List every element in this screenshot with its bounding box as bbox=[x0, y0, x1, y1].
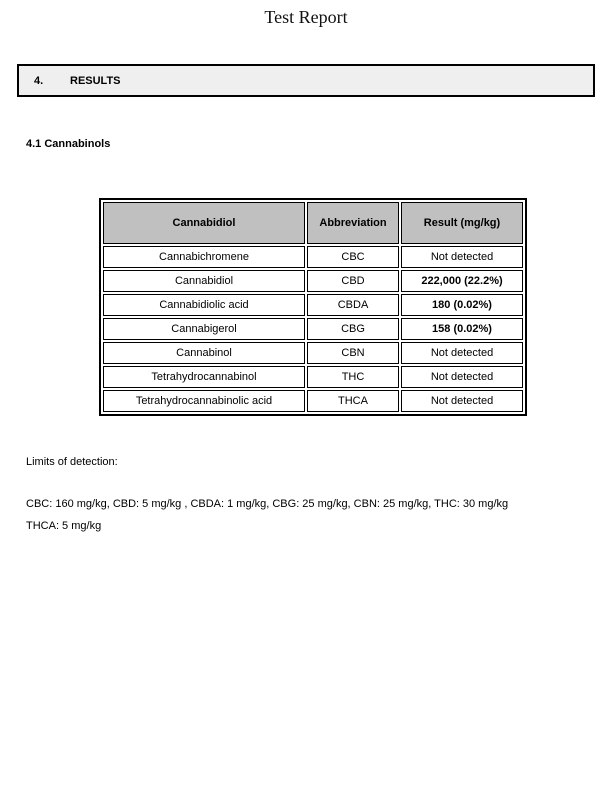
table-cell-abbreviation: CBN bbox=[307, 342, 399, 364]
table-cell-abbreviation: THCA bbox=[307, 390, 399, 412]
table-cell-result: Not detected bbox=[401, 342, 523, 364]
table-cell-abbreviation: CBC bbox=[307, 246, 399, 268]
table-header-cell: Abbreviation bbox=[307, 202, 399, 244]
limits-of-detection-label: Limits of detection: bbox=[26, 456, 118, 468]
table-row bbox=[103, 390, 523, 412]
table-header-cell: Result (mg/kg) bbox=[401, 202, 523, 244]
table-row bbox=[103, 366, 523, 388]
table-header-row bbox=[103, 202, 523, 244]
table-header-cell: Cannabidiol bbox=[103, 202, 305, 244]
results-table bbox=[99, 198, 527, 416]
table-row bbox=[103, 342, 523, 364]
limits-of-detection-values bbox=[26, 493, 586, 537]
table-cell-compound: Cannabidiol bbox=[103, 270, 305, 292]
table-row bbox=[103, 318, 523, 340]
limits-line-2: THCA: 5 mg/kg bbox=[26, 520, 102, 532]
table-cell-compound: Cannabigerol bbox=[103, 318, 305, 340]
table-cell-abbreviation: CBG bbox=[307, 318, 399, 340]
section-header bbox=[17, 64, 595, 97]
section-title: RESULTS bbox=[70, 74, 121, 87]
table-cell-result: 222,000 (22.2%) bbox=[401, 270, 523, 292]
limits-line-1: CBC: 160 mg/kg, CBD: 5 mg/kg , CBDA: 1 mg/kg, CBG: 25 mg/kg, CBN: 25 mg/kg, THC: 30 mg/kg bbox=[26, 498, 509, 510]
subsection-title: 4.1 Cannabinols bbox=[26, 138, 111, 150]
table-cell-abbreviation: CBDA bbox=[307, 294, 399, 316]
table-cell-result: 180 (0.02%) bbox=[401, 294, 523, 316]
table-cell-abbreviation: CBD bbox=[307, 270, 399, 292]
page-title: Test Report bbox=[264, 7, 348, 27]
table-cell-result: 158 (0.02%) bbox=[401, 318, 523, 340]
table-row bbox=[103, 246, 523, 268]
table-cell-compound: Cannabichromene bbox=[103, 246, 305, 268]
table-cell-result: Not detected bbox=[401, 390, 523, 412]
table-cell-abbreviation: THC bbox=[307, 366, 399, 388]
table-row bbox=[103, 270, 523, 292]
section-number: 4. bbox=[34, 74, 44, 87]
table-cell-compound: Tetrahydrocannabinolic acid bbox=[103, 390, 305, 412]
table-cell-result: Not detected bbox=[401, 246, 523, 268]
table-cell-compound: Cannabidiolic acid bbox=[103, 294, 305, 316]
table-cell-compound: Tetrahydrocannabinol bbox=[103, 366, 305, 388]
table-cell-result: Not detected bbox=[401, 366, 523, 388]
table-row bbox=[103, 294, 523, 316]
table-cell-compound: Cannabinol bbox=[103, 342, 305, 364]
